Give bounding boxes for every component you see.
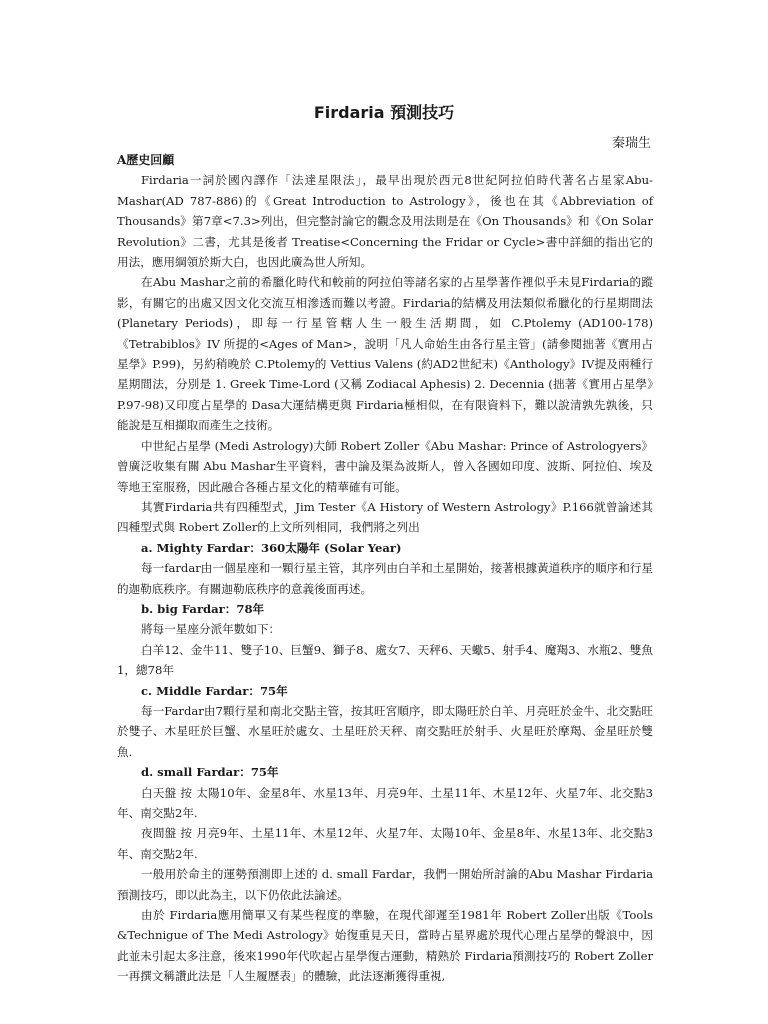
fardar-type-label: a. Mighty Fardar：360太陽年 (Solar Year) bbox=[141, 540, 402, 555]
section-heading: A歷史回顧 bbox=[117, 153, 175, 167]
paragraph: 由於 Firdaria應用簡單又有某些程度的準驗，在現代卻遲至1981年 Robert Zoller出版《Tools &Technigue of The Medi Astrology》始復重見天日，當時占星界處於現代心理占星學的聲浪中，因此並未引起太多注意，後來1990年代吹起占星學復古運動，精熟於 Firdaria預測技巧的 Robert Zoller一再撰文稱讚此法是「人生履歷表」的體驗，此法逐漸獲得重視, bbox=[117, 908, 653, 984]
paragraph: 一般用於命主的運勢預測即上述的 d. small Fardar，我們一開始所討論的Abu Mashar Firdaria預測技巧，即以此為主，以下仍依此法論述。 bbox=[117, 867, 653, 902]
fardar-type-label: b. big Fardar：78年 bbox=[141, 601, 265, 616]
fardar-type-label: d. small Fardar：75年 bbox=[141, 765, 279, 780]
paragraph: 在Abu Mashar之前的希臘化時代和較前的阿拉伯等諸名家的占星學著作裡似乎未見Firdaria的蹤影，有關它的出處又因文化交流互相滲透而難以考證。Firdaria的結構及用法類似希臘化的行星期間法(Planetary Periods)，即每一行星管轄人生一般生活期間，如 C.Ptolemy (AD100-178)《Tetrabiblos》IV 所提的<Ages of Man>，說明「凡人命始生由各行星主管」(請參閱拙著《實用占星學》P.99)，另約稍晚於 C.Ptolemy的 Vettius Valens (約AD2世紀末)《Anthology》IV提及兩種行星期間法，分別是 1. Greek Time-Lord (又稱 Zodiacal Aphesis) 2. Decennia (拙著《實用占星學》P.97-98)又印度占星學的 Dasa大運結構更與 Firdaria極相似，在有限資料下，難以說清孰先孰後，只能說是互相擷取而產生之技術。 bbox=[117, 275, 653, 433]
paragraph: 其實Firdaria共有四種型式，Jim Tester《A History of Western Astrology》P.166就曾論述其四種型式與 Robert Zoller的上文所列相同，我們將之列出 bbox=[117, 499, 653, 535]
fardar-type-text: 白天盤 按 太陽10年、金星8年、水星13年、月亮9年、土星11年、木星12年、火星7年、北交點3年、南交點2年. bbox=[117, 785, 653, 820]
fardar-type-text: 白羊12、金牛11、雙子10、巨蟹9、獅子8、處女7、天秤6、天蠍5、射手4、魔羯3、水瓶2、雙魚1，總78年 bbox=[117, 642, 653, 678]
fardar-type-label: c. Middle Fardar：75年 bbox=[141, 683, 288, 698]
paragraph: Firdaria一詞於國內譯作「法達星限法」，最早出現於西元8世紀阿拉伯時代著名占星家Abu-Mashar(AD 787-886)的《Great Introduction to Astrology》，後也在其《Abbreviation of Thousands》第7章<7.3>列出，但完整討論它的觀念及用法則是在《On Thousands》和《On Solar Revolution》二書，尤其是後者 Treatise<Concerning the Fridar or Cycle>書中詳細的指出它的用法，應用綱領於斯大白，也因此廣為世人所知。 bbox=[117, 173, 653, 270]
fardar-type-text: 夜間盤 按 月亮9年、土星11年、木星12年、火星7年、太陽10年、金星8年、水星13年、北交點3年、南交點2年. bbox=[117, 826, 653, 861]
document-title: Firdaria 預測技巧 bbox=[313, 103, 455, 122]
author-name: 秦瑞生 bbox=[611, 136, 651, 151]
document-body bbox=[117, 150, 653, 987]
fardar-type-text: 將每一星座分派年數如下： bbox=[141, 622, 281, 637]
fardar-type-text: 每一Fardar由7顆行星和南北交點主管，按其旺宮順序，即太陽旺於白羊、月亮旺於金牛、北交點旺於雙子、木星旺於巨蟹、水星旺於處女、土星旺於天秤、南交點旺於射手、火星旺於摩羯、金星旺於雙魚. bbox=[117, 703, 653, 759]
fardar-type-text: 每一fardar由一個星座和一顆行星主管，其序列由白羊和土星開始，接著根據黃道秩序的順序和行星的迦勒底秩序。有關迦勒底秩序的意義後面再述。 bbox=[117, 561, 653, 596]
paragraph: 中世紀占星學 (Medi Astrology)大師 Robert Zoller《Abu Mashar: Prince of Astrologyers》曾廣泛收集有關 Abu Mashar生平資料，書中論及渠為波斯人，曾入各國如印度、波斯、阿拉伯、埃及等地王室服務，因此融合各種占星文化的精華確有可能。 bbox=[117, 438, 653, 494]
